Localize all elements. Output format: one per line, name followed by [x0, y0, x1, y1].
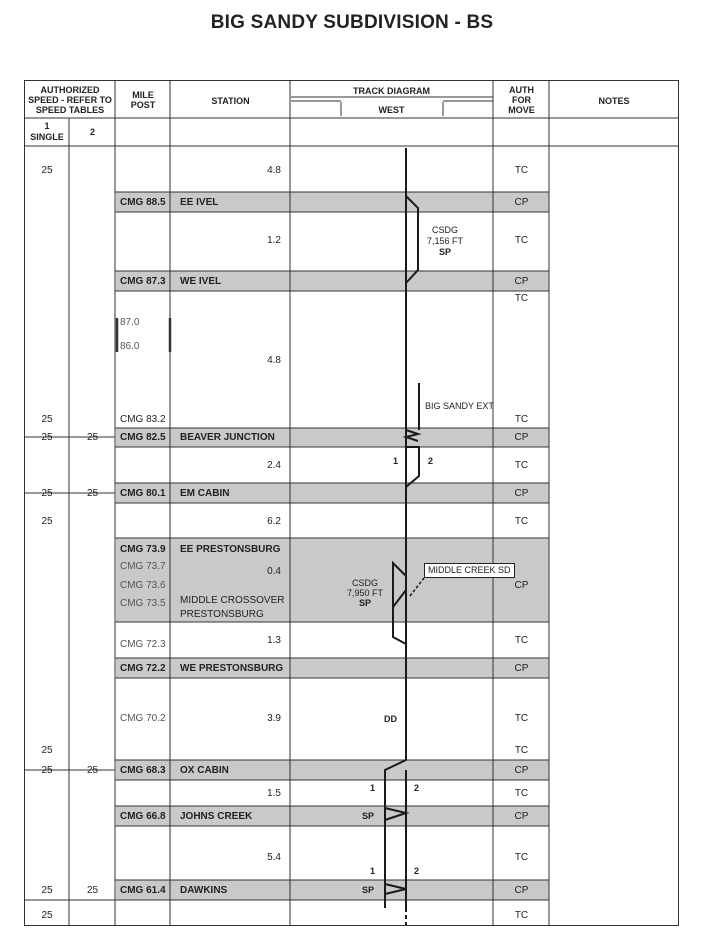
speed-single: 25 [41, 765, 53, 776]
notes-header: NOTES [598, 96, 630, 106]
authority-value: TC [514, 165, 529, 176]
single-track-number: 1 [44, 121, 50, 131]
milepost-value: CMG 82.5 [120, 432, 166, 443]
station-name: EM CABIN [180, 488, 230, 499]
direction-header: WEST [378, 105, 405, 115]
track-2-label-ox: 2 [414, 783, 420, 793]
milepost-value: CMG 72.3 [120, 639, 166, 650]
authority-value: TC [514, 910, 529, 921]
milepost-value: CMG 80.1 [120, 488, 166, 499]
speed-single: 25 [41, 165, 53, 176]
dd-label: DD [384, 714, 397, 724]
spring-switch-label-2: SP [358, 598, 371, 608]
authority-value: CP [514, 663, 529, 674]
middle-creek-sd-box: MIDDLE CREEK SD [424, 563, 515, 578]
authority-value: TC [514, 460, 529, 471]
station-name: PRESTONSBURG [180, 609, 264, 620]
auth-header-line2: FOR [512, 95, 531, 105]
speed-track-two: 25 [86, 765, 99, 776]
authority-value: CP [514, 811, 529, 822]
csdg-label: CSDG [431, 225, 458, 235]
speed-single: 25 [41, 488, 53, 499]
authority-value: TC [514, 414, 529, 425]
speed-single: 25 [41, 745, 53, 756]
csdg-length-2: 7,950 FT [346, 588, 384, 598]
track-1-label-ox: 1 [370, 783, 376, 793]
speed-track-two: 25 [86, 488, 99, 499]
distance-value: 6.2 [267, 516, 281, 527]
authority-value: TC [514, 852, 529, 863]
station-name: WE IVEL [180, 276, 222, 287]
distance-value: 3.9 [267, 713, 281, 724]
speed-single: 25 [41, 432, 53, 443]
station-name: EE PRESTONSBURG [180, 544, 281, 555]
milepost-value: CMG 73.7 [120, 561, 166, 572]
authority-value: TC [514, 635, 529, 646]
distance-value: 2.4 [267, 460, 281, 471]
milepost-value: CMG 72.2 [120, 663, 166, 674]
milepost-value: CMG 66.8 [120, 811, 166, 822]
csdg-label-2: CSDG [351, 578, 378, 588]
milepost-value: CMG 70.2 [120, 713, 166, 724]
auth-header-line1: AUTH [509, 85, 534, 95]
spring-switch-label-johns: SP [362, 811, 375, 821]
track-1-label: 1 [393, 456, 399, 466]
distance-value: 1.2 [267, 235, 281, 246]
track-diagram-header: TRACK DIAGRAM [353, 86, 430, 96]
milepost-value: CMG 87.3 [120, 276, 166, 287]
page-title: BIG SANDY SUBDIVISION - BS [210, 12, 494, 33]
track-2-label: 2 [428, 456, 434, 466]
milepost-header-line1: MILE [132, 90, 154, 100]
authority-value: CP [514, 765, 529, 776]
speed-single: 25 [41, 516, 53, 527]
station-name: BEAVER JUNCTION [180, 432, 275, 443]
station-name: JOHNS CREEK [180, 811, 253, 822]
auth-header-line3: MOVE [508, 105, 535, 115]
single-track-label: SINGLE [30, 132, 64, 142]
speed-track-two: 25 [86, 885, 99, 896]
milepost-value: CMG 88.5 [120, 197, 166, 208]
milepost-value: 87.0 [120, 317, 140, 328]
authority-value: TC [514, 516, 529, 527]
authority-value: TC [514, 235, 529, 246]
speed-single: 25 [41, 885, 53, 896]
station-name: DAWKINS [180, 885, 228, 896]
station-header: STATION [211, 96, 250, 106]
station-name: EE IVEL [180, 197, 219, 208]
milepost-header-line2: POST [130, 100, 156, 110]
authority-value: TC [514, 293, 529, 304]
distance-value: 1.3 [267, 635, 281, 646]
track-two-header: 2 [89, 127, 95, 137]
authority-value: TC [514, 788, 529, 799]
distance-value: 1.5 [267, 788, 281, 799]
authority-value: TC [514, 713, 529, 724]
track-1-label-dawkins: 1 [370, 866, 376, 876]
authority-value: TC [514, 745, 529, 756]
big-sandy-ext-label: BIG SANDY EXT [425, 401, 494, 411]
distance-value: 5.4 [267, 852, 281, 863]
authority-value: CP [514, 580, 529, 591]
authority-value: CP [514, 488, 529, 499]
speed-header-line2: SPEED - REFER TO [28, 95, 112, 105]
distance-value: 4.8 [267, 355, 281, 366]
spring-switch-label: SP [438, 247, 451, 257]
milepost-value: CMG 73.5 [120, 598, 166, 609]
speed-track-two: 25 [86, 432, 99, 443]
track-2-label-dawkins: 2 [414, 866, 420, 876]
csdg-length: 7,156 FT [426, 236, 464, 246]
milepost-value: 86.0 [120, 341, 140, 352]
station-name: WE PRESTONSBURG [180, 663, 284, 674]
station-name: OX CABIN [180, 765, 229, 776]
station-name: MIDDLE CROSSOVER [180, 595, 285, 606]
spring-switch-label-dawkins: SP [362, 885, 375, 895]
authority-value: CP [514, 276, 529, 287]
authority-value: CP [514, 885, 529, 896]
speed-single: 25 [41, 910, 53, 921]
authority-value: CP [514, 432, 529, 443]
distance-value: 4.8 [267, 165, 281, 176]
milepost-value: CMG 61.4 [120, 885, 166, 896]
milepost-value: CMG 73.9 [120, 544, 166, 555]
speed-header-line1: AUTHORIZED [40, 85, 100, 95]
authority-value: CP [514, 197, 529, 208]
milepost-value: CMG 83.2 [120, 414, 166, 425]
speed-header-line3: SPEED TABLES [35, 105, 105, 115]
milepost-value: CMG 68.3 [120, 765, 166, 776]
speed-single: 25 [41, 414, 53, 425]
milepost-value: CMG 73.6 [120, 580, 166, 591]
distance-value: 0.4 [267, 566, 281, 577]
